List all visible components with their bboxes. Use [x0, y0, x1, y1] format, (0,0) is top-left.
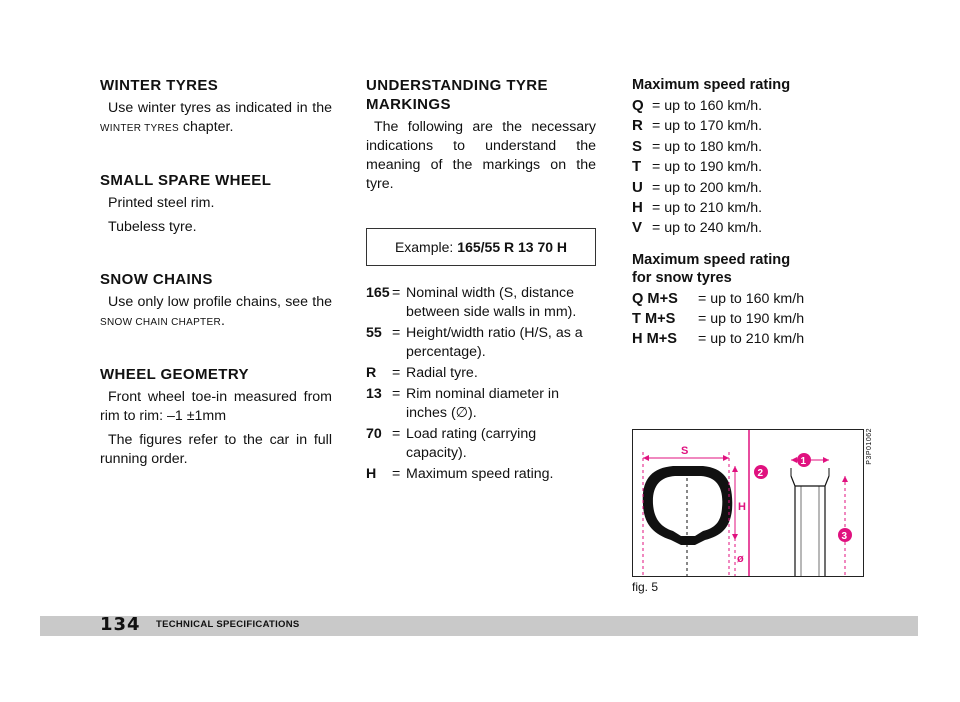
label-diameter: ø [737, 553, 744, 565]
snow-key: H M+S [632, 330, 678, 347]
column-middle [366, 76, 596, 486]
rate-key: R [632, 117, 643, 135]
rate-row [632, 178, 892, 198]
geometry-text-2: The figures refer to the car in full running order. [100, 432, 332, 467]
def-key: 13 [366, 386, 382, 402]
def-equals: = [392, 365, 401, 381]
snow-chains-heading: SNOW CHAINS [100, 271, 213, 288]
chains-text-main: Use only low profile chains, see the [108, 294, 332, 310]
label-s: S [681, 445, 689, 457]
label-h: H [738, 501, 746, 513]
def-value: Load rating (carrying capacity). [406, 426, 537, 461]
rate-value: = up to 190 km/h. [652, 159, 763, 176]
def-key: 70 [366, 426, 382, 442]
rate-value: = up to 200 km/h. [652, 179, 763, 196]
snow-row [632, 289, 892, 309]
geometry-text-1: Front wheel toe-in measured from rim to rim: –1 ±1mm [100, 389, 332, 424]
example-box [366, 228, 596, 266]
snow-key: T M+S [632, 310, 676, 327]
winter-text-end: chapter. [178, 119, 234, 135]
def-equals: = [392, 466, 401, 482]
snow-key: Q M+S [632, 290, 678, 307]
tyre-diagram-svg [633, 430, 863, 576]
definition-list [366, 284, 596, 484]
example-label: Example: [394, 238, 454, 255]
rate-value: = up to 210 km/h. [652, 200, 763, 217]
page-number: 134 [100, 614, 141, 635]
snow-chains-text [100, 293, 332, 332]
section-name: TECHNICAL SPECIFICATIONS [156, 619, 300, 630]
winter-tyres-text [100, 99, 332, 138]
snow-row [632, 329, 892, 349]
def-key: 165 [366, 285, 390, 301]
def-value: Radial tyre. [406, 365, 478, 381]
snow-value: = up to 210 km/h [698, 330, 805, 347]
rate-value: = up to 180 km/h. [652, 138, 763, 155]
rate-value: = up to 160 km/h. [652, 98, 763, 114]
snow-value: = up to 190 km/h [698, 310, 805, 327]
snow-rating-heading-1: Maximum speed rating [632, 251, 791, 268]
rate-row [632, 198, 892, 218]
def-row [366, 284, 596, 322]
rate-key: T [632, 158, 642, 176]
speed-rating-list [632, 96, 892, 239]
def-value: Height/width ratio (H/S, as a percentage). [406, 325, 583, 360]
def-row [366, 385, 596, 423]
wheel-geometry-heading: WHEEL GEOMETRY [100, 366, 249, 383]
def-row [366, 425, 596, 463]
def-row [366, 465, 596, 484]
snow-rating-heading-2: for snow tyres [632, 269, 732, 286]
rate-row [632, 218, 892, 238]
speed-rating-heading: Maximum speed rating [632, 77, 791, 93]
rate-key: U [632, 178, 643, 196]
rate-key: Q [632, 97, 644, 114]
chains-text-end: . [220, 313, 225, 329]
def-value: Nominal width (S, distance between side walls in mm). [406, 285, 577, 320]
def-value: Rim nominal diameter in inches (∅). [406, 386, 559, 421]
rate-value: = up to 170 km/h. [652, 118, 763, 135]
snow-rating-list [632, 289, 892, 349]
marker-1: 1 [800, 456, 807, 467]
spare-line-1: Printed steel rim. [108, 195, 215, 211]
def-key: 55 [366, 325, 382, 341]
def-row [366, 364, 596, 383]
marker-3: 3 [841, 531, 848, 542]
figure-code: P3P01062 [866, 428, 873, 465]
snow-value: = up to 160 km/h [698, 290, 805, 307]
rate-row [632, 157, 892, 177]
tyre-diagram [632, 429, 864, 577]
def-value: Maximum speed rating. [406, 466, 554, 482]
column-left [100, 76, 332, 474]
rate-key: V [632, 219, 643, 237]
rate-row [632, 116, 892, 136]
rate-value: = up to 240 km/h. [652, 220, 763, 237]
rim-section [791, 476, 829, 576]
rate-key: H [632, 199, 643, 217]
spare-wheel-heading: SMALL SPARE WHEEL [100, 172, 272, 189]
def-key: R [366, 365, 377, 381]
def-row [366, 324, 596, 362]
rate-row [632, 96, 892, 116]
def-equals: = [392, 426, 401, 442]
tyre-markings-intro: The following are the necessary indications to understand the meaning of the markings on the tyre. [366, 119, 596, 192]
winter-text-main: Use winter tyres as indicated in the [108, 100, 332, 116]
chains-text-ref: SNOW CHAIN CHAPTER [100, 317, 221, 328]
spare-line-2: Tubeless tyre. [108, 219, 197, 235]
rate-key: S [632, 137, 643, 155]
marker-2: 2 [757, 468, 764, 479]
snow-row [632, 309, 892, 329]
column-right [632, 76, 892, 349]
def-equals: = [392, 285, 401, 301]
def-key: H [366, 466, 377, 482]
rate-row [632, 137, 892, 157]
def-equals: = [392, 386, 401, 402]
figure-caption: fig. 5 [632, 580, 659, 594]
example-value: 165/55 R 13 70 H [457, 238, 568, 255]
def-equals: = [392, 325, 401, 341]
winter-text-ref: WINTER TYRES [100, 123, 179, 134]
tyre-markings-heading: UNDERSTANDING TYRE MARKINGS [366, 77, 548, 113]
winter-tyres-heading: WINTER TYRES [100, 77, 219, 94]
